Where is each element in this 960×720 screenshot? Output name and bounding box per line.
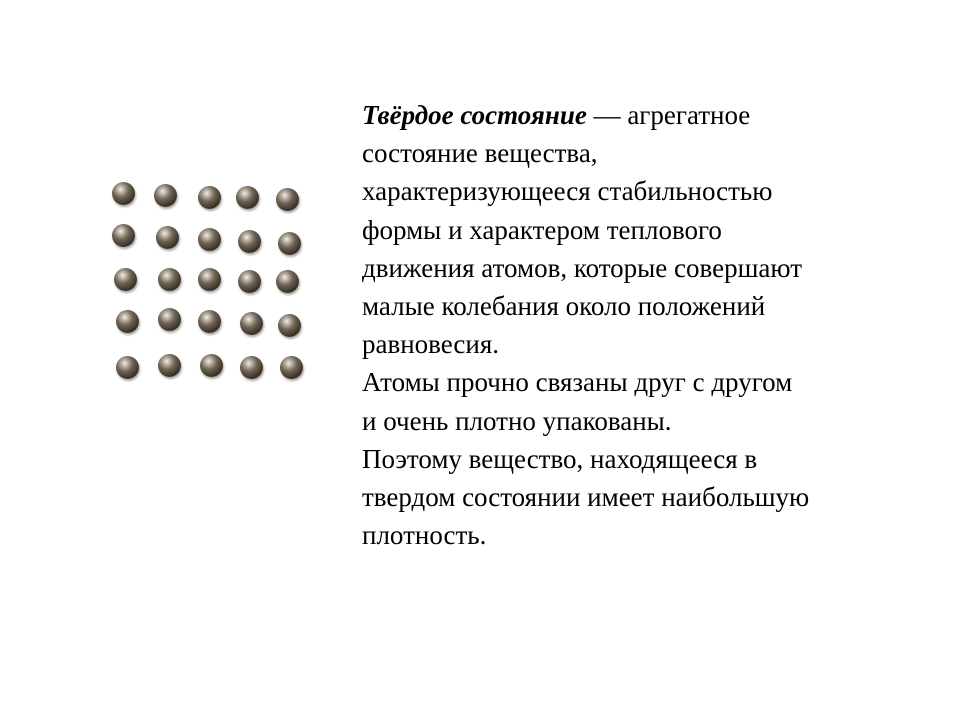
density-line: плотность. <box>362 520 487 551</box>
definition-line: движения атомов, которые совершают <box>362 252 802 283</box>
definition-line: формы и характером теплового <box>362 214 722 245</box>
atom-sphere <box>240 356 263 379</box>
atom-sphere <box>198 186 221 209</box>
atom-lattice-illustration <box>100 170 320 400</box>
atom-sphere <box>200 354 223 377</box>
atom-sphere <box>112 182 135 205</box>
bonding-line: Атомы прочно связаны друг с другом <box>362 367 793 398</box>
atom-sphere <box>278 232 301 255</box>
atom-sphere <box>198 228 221 251</box>
atom-sphere <box>276 270 299 293</box>
density-line: Поэтому вещество, находящееся в <box>362 443 758 474</box>
atom-sphere <box>278 314 301 337</box>
definition-term: Твёрдое состояние <box>362 100 587 130</box>
definition-line: малые колебания около положений <box>362 291 766 322</box>
definition-line: состояние вещества, <box>362 138 598 169</box>
atom-sphere <box>116 356 139 379</box>
definition-line: равновесия. <box>362 329 500 360</box>
atom-sphere <box>240 312 263 335</box>
atom-sphere <box>154 184 177 207</box>
bonding-paragraph <box>362 363 922 439</box>
atom-sphere <box>114 268 137 291</box>
density-paragraph <box>362 440 922 555</box>
atom-sphere <box>116 310 139 333</box>
definition-line: характеризующееся стабильностью <box>362 176 773 207</box>
text-block <box>362 96 922 554</box>
atom-sphere <box>238 230 261 253</box>
atom-sphere <box>276 188 299 211</box>
atom-sphere <box>198 310 221 333</box>
definition-paragraph <box>362 96 922 363</box>
atom-sphere <box>236 186 259 209</box>
atom-sphere <box>156 226 179 249</box>
atom-sphere <box>158 268 181 291</box>
atom-sphere <box>198 268 221 291</box>
atom-sphere <box>238 270 261 293</box>
atom-sphere <box>280 356 303 379</box>
definition-line: — агрегатное <box>586 100 751 130</box>
atom-sphere <box>158 354 181 377</box>
density-line: твердом состоянии имеет наибольшую <box>362 482 810 513</box>
atom-sphere <box>112 224 135 247</box>
bonding-line: и очень плотно упакованы. <box>362 405 672 436</box>
atom-sphere <box>158 308 181 331</box>
